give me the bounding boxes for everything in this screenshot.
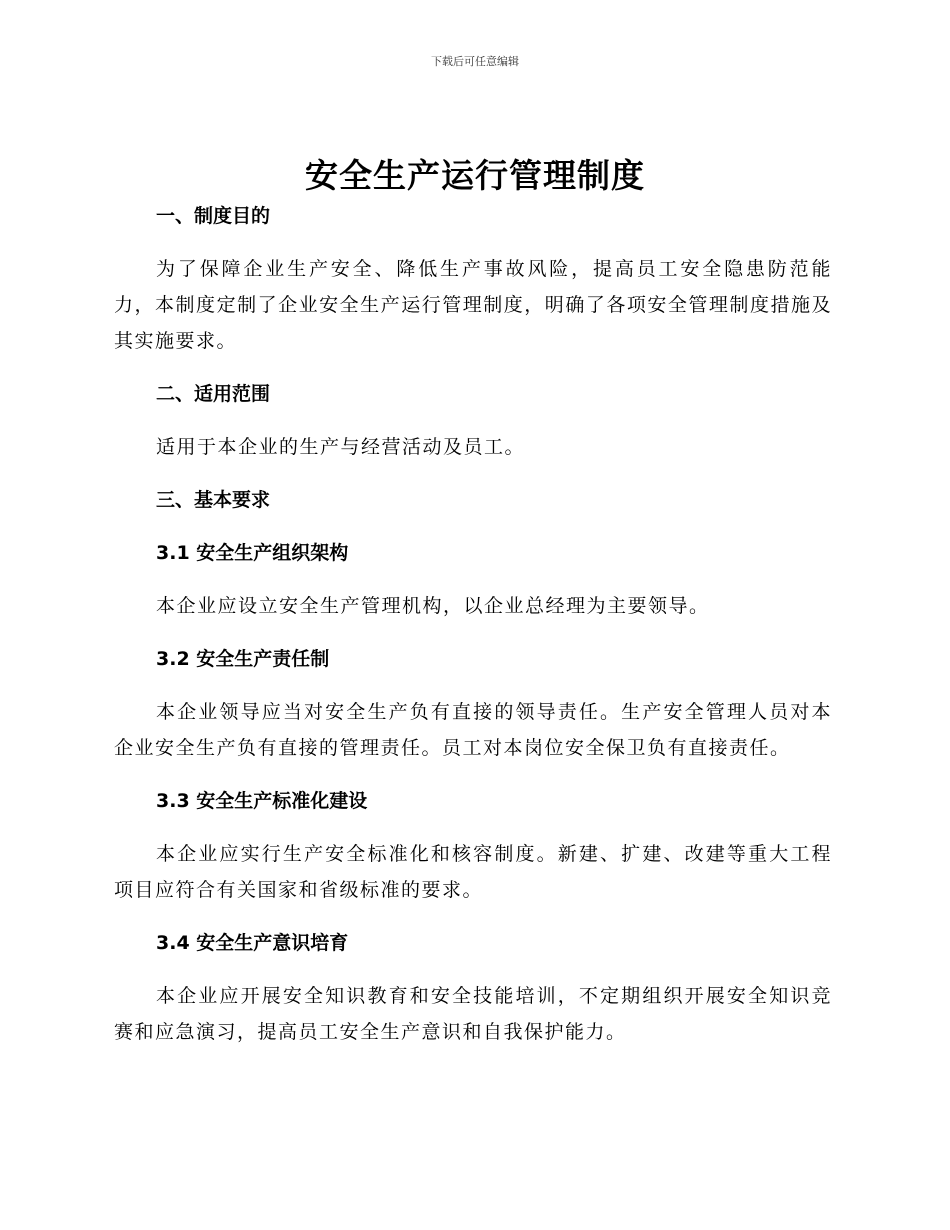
section-heading-purpose: 一、制度目的 bbox=[156, 205, 271, 227]
document-body bbox=[114, 198, 832, 1050]
section-body-purpose: 为了保障企业生产安全、降低生产事故风险，提高员工安全隐患防范能力，本制度定制了企业安全生产运行管理制度，明确了各项安全管理制度措施及其实施要求。 bbox=[114, 258, 832, 352]
section-body-3-4: 本企业应开展安全知识教育和安全技能培训，不定期组织开展安全知识竞赛和应急演习，提高员工安全生产意识和自我保护能力。 bbox=[114, 985, 832, 1043]
section-heading-3-1: 3.1 安全生产组织架构 bbox=[156, 542, 349, 564]
section-heading-scope: 二、适用范围 bbox=[156, 383, 271, 405]
section-body-3-3: 本企业应实行生产安全标准化和核容制度。新建、扩建、改建等重大工程项目应符合有关国家和省级标准的要求。 bbox=[114, 843, 832, 901]
page-header-note: 下载后可任意编辑 bbox=[431, 55, 519, 68]
section-heading-3-3: 3.3 安全生产标准化建设 bbox=[156, 790, 368, 812]
section-heading-3-2: 3.2 安全生产责任制 bbox=[156, 648, 330, 670]
section-heading-requirements: 三、基本要求 bbox=[156, 489, 271, 511]
section-heading-3-4: 3.4 安全生产意识培育 bbox=[156, 932, 349, 954]
document-title: 安全生产运行管理制度 bbox=[305, 156, 645, 195]
section-body-scope: 适用于本企业的生产与经营活动及员工。 bbox=[156, 436, 526, 458]
section-body-3-1: 本企业应设立安全生产管理机构，以企业总经理为主要领导。 bbox=[156, 595, 710, 617]
section-body-3-2: 本企业领导应当对安全生产负有直接的领导责任。生产安全管理人员对本企业安全生产负有直接的管理责任。员工对本岗位安全保卫负有直接责任。 bbox=[114, 701, 832, 759]
